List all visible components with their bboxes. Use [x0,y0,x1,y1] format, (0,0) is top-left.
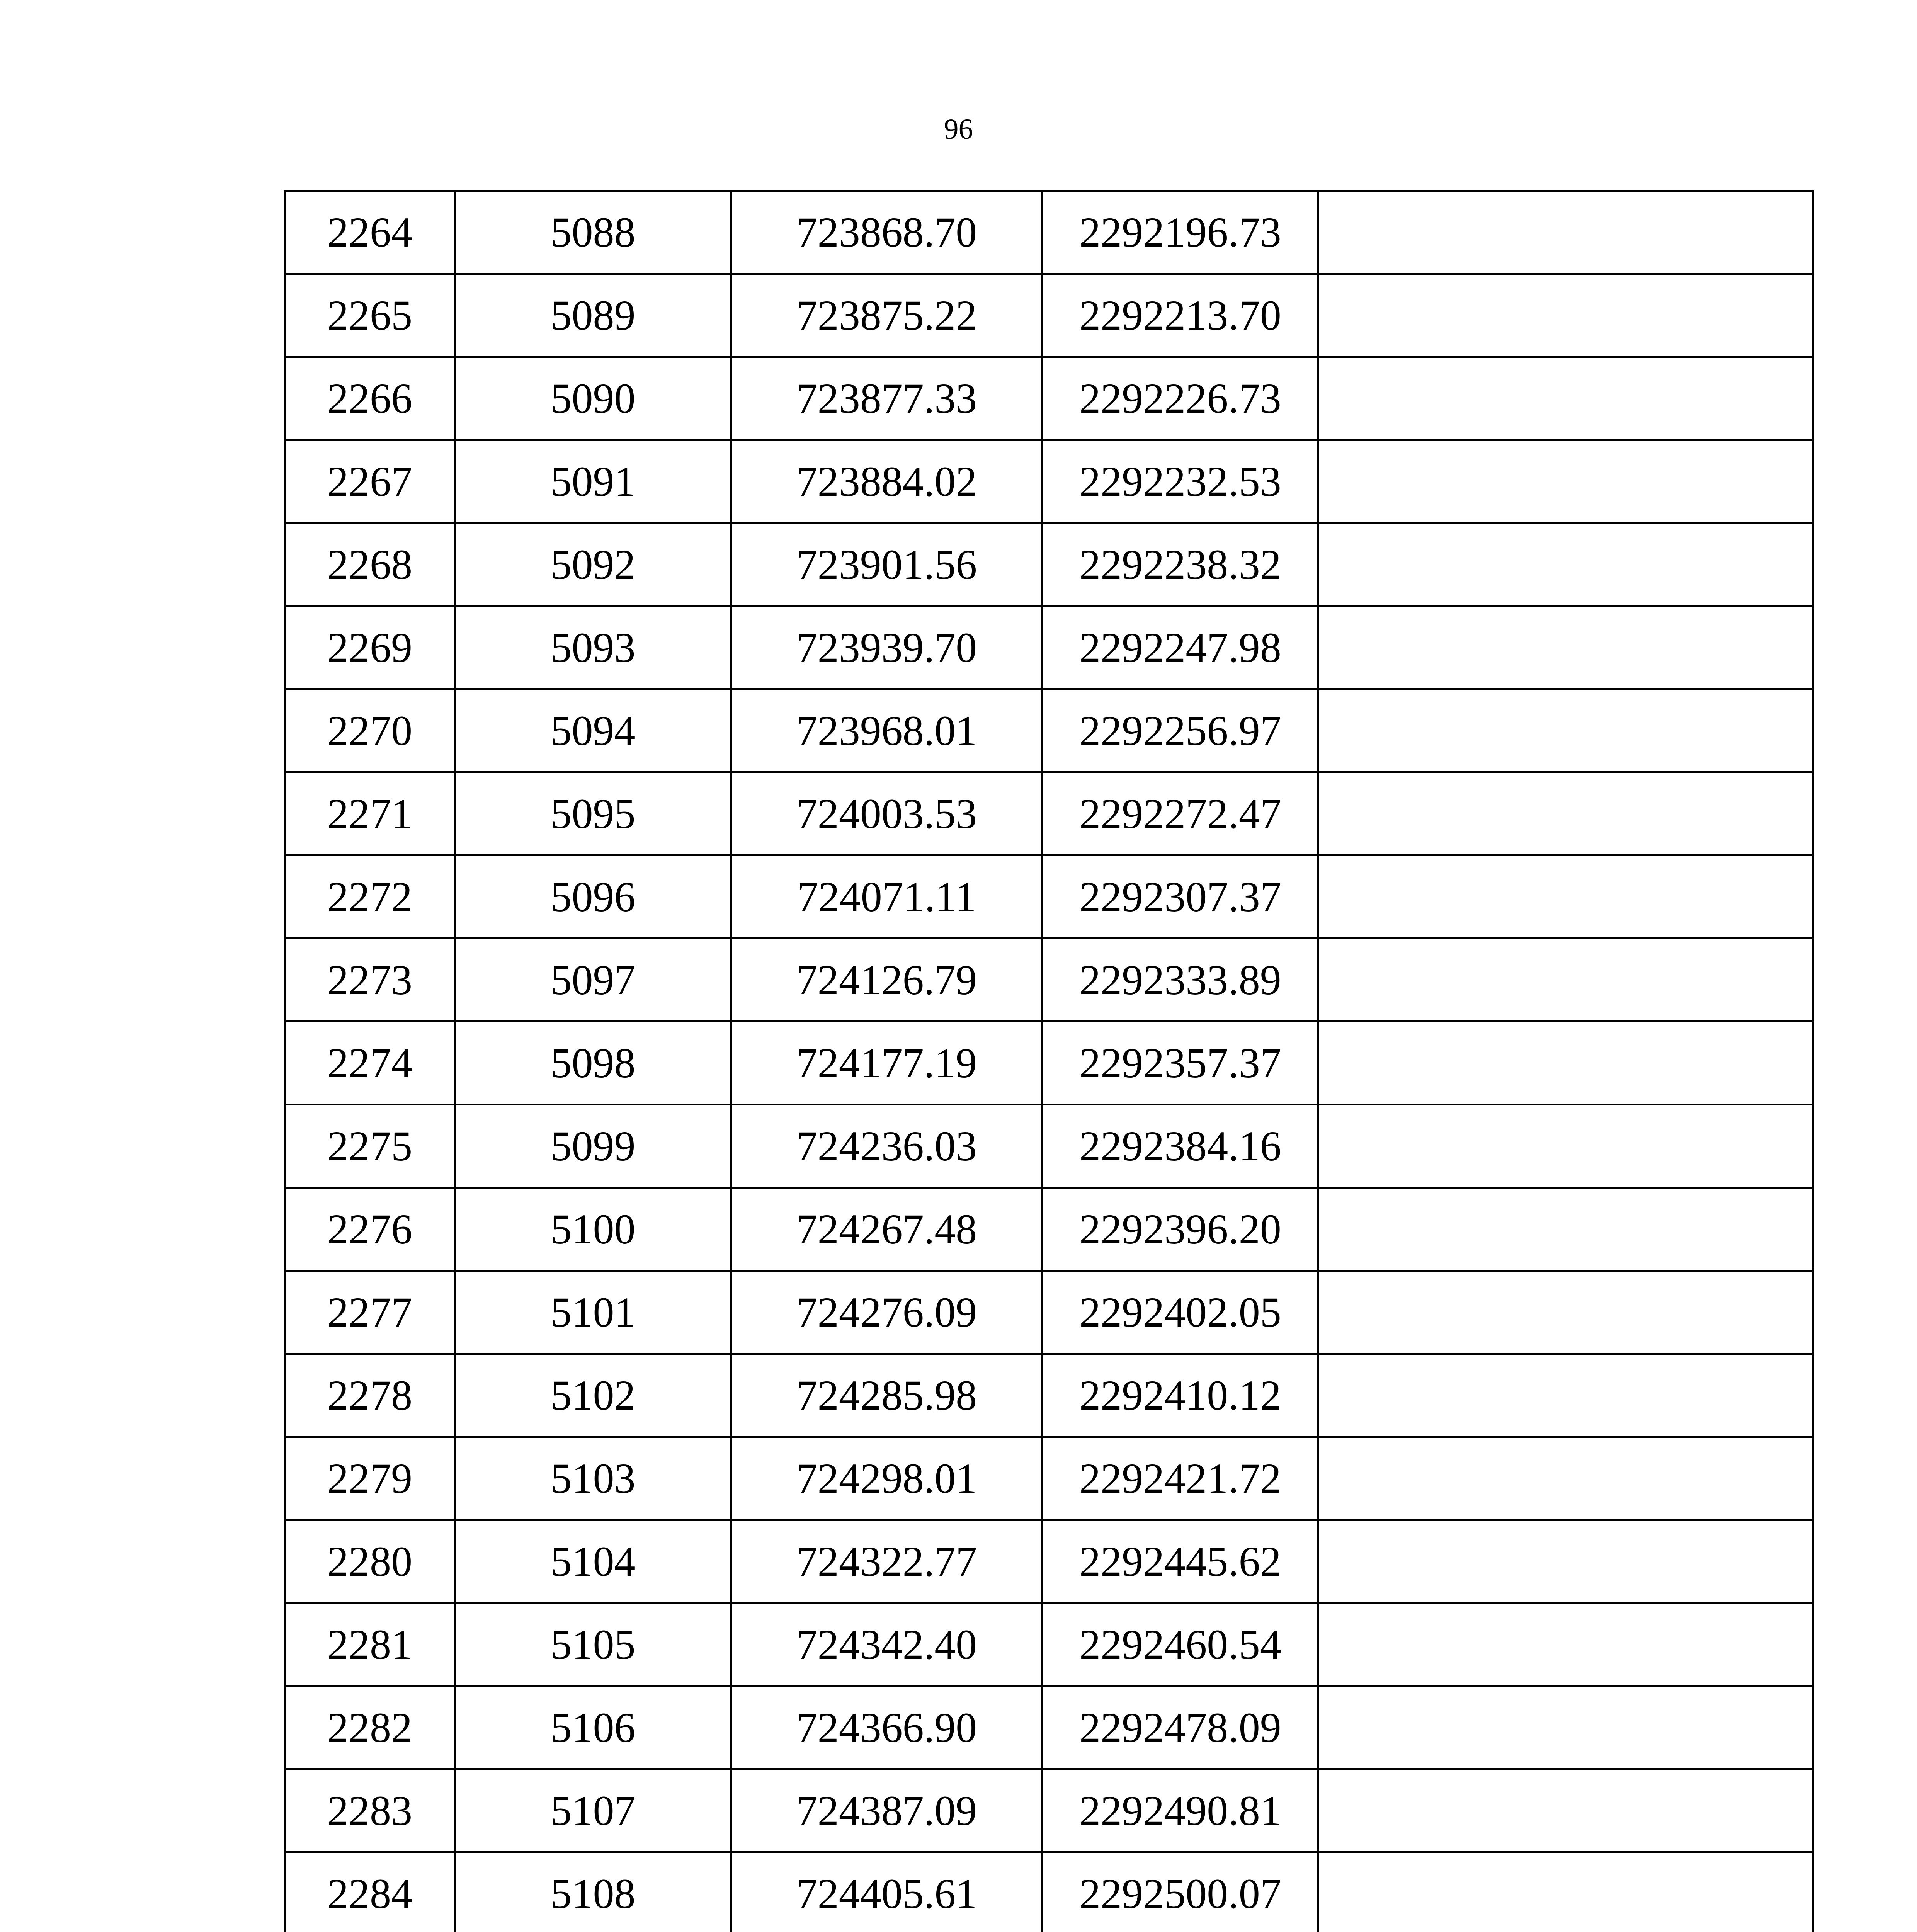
row-index-cell: 2284 [285,1852,455,1932]
point-number-cell: 5103 [455,1437,731,1520]
note-cell [1318,1769,1813,1852]
note-cell [1318,939,1813,1022]
point-number-cell: 5107 [455,1769,731,1852]
table-row [285,606,1813,689]
point-number-cell: 5106 [455,1686,731,1769]
x-coordinate-cell: 723875.22 [731,274,1043,357]
note-cell [1318,1686,1813,1769]
table-row [285,689,1813,772]
table-row [285,274,1813,357]
row-index-cell: 2266 [285,357,455,440]
x-coordinate-cell: 723968.01 [731,689,1043,772]
x-coordinate-cell: 724405.61 [731,1852,1043,1932]
point-number-cell: 5096 [455,855,731,939]
row-index-cell: 2278 [285,1354,455,1437]
row-index-cell: 2281 [285,1603,455,1686]
table-row [285,1520,1813,1603]
x-coordinate-cell: 724366.90 [731,1686,1043,1769]
x-coordinate-cell: 724285.98 [731,1354,1043,1437]
x-coordinate-cell: 723901.56 [731,523,1043,606]
y-coordinate-cell: 2292307.37 [1043,855,1318,939]
x-coordinate-cell: 723884.02 [731,440,1043,523]
y-coordinate-cell: 2292460.54 [1043,1603,1318,1686]
x-coordinate-cell: 723868.70 [731,191,1043,274]
row-index-cell: 2272 [285,855,455,939]
table-row [285,1603,1813,1686]
table-row [285,1437,1813,1520]
table-row [285,1686,1813,1769]
note-cell [1318,1852,1813,1932]
note-cell [1318,855,1813,939]
y-coordinate-cell: 2292256.97 [1043,689,1318,772]
table-row [285,1188,1813,1271]
y-coordinate-cell: 2292272.47 [1043,772,1318,855]
y-coordinate-cell: 2292490.81 [1043,1769,1318,1852]
x-coordinate-cell: 724236.03 [731,1105,1043,1188]
note-cell [1318,1271,1813,1354]
x-coordinate-cell: 724276.09 [731,1271,1043,1354]
y-coordinate-cell: 2292333.89 [1043,939,1318,1022]
y-coordinate-cell: 2292232.53 [1043,440,1318,523]
note-cell [1318,606,1813,689]
x-coordinate-cell: 724071.11 [731,855,1043,939]
table-row [285,1354,1813,1437]
x-coordinate-cell: 723939.70 [731,606,1043,689]
page-number: 96 [944,113,973,145]
x-coordinate-cell: 724003.53 [731,772,1043,855]
note-cell [1318,1022,1813,1105]
row-index-cell: 2277 [285,1271,455,1354]
point-number-cell: 5095 [455,772,731,855]
table-row [285,939,1813,1022]
point-number-cell: 5092 [455,523,731,606]
note-cell [1318,523,1813,606]
note-cell [1318,274,1813,357]
y-coordinate-cell: 2292213.70 [1043,274,1318,357]
table-body [285,191,1813,1932]
table-row [285,1769,1813,1852]
table-row [285,772,1813,855]
row-index-cell: 2275 [285,1105,455,1188]
point-number-cell: 5104 [455,1520,731,1603]
row-index-cell: 2264 [285,191,455,274]
point-number-cell: 5108 [455,1852,731,1932]
row-index-cell: 2267 [285,440,455,523]
y-coordinate-cell: 2292421.72 [1043,1437,1318,1520]
row-index-cell: 2269 [285,606,455,689]
y-coordinate-cell: 2292500.07 [1043,1852,1318,1932]
point-number-cell: 5091 [455,440,731,523]
y-coordinate-cell: 2292478.09 [1043,1686,1318,1769]
row-index-cell: 2273 [285,939,455,1022]
note-cell [1318,191,1813,274]
note-cell [1318,1520,1813,1603]
x-coordinate-cell: 723877.33 [731,357,1043,440]
point-number-cell: 5102 [455,1354,731,1437]
table-row [285,1022,1813,1105]
point-number-cell: 5098 [455,1022,731,1105]
point-number-cell: 5093 [455,606,731,689]
note-cell [1318,1437,1813,1520]
table-row [285,1271,1813,1354]
table-row [285,357,1813,440]
note-cell [1318,689,1813,772]
point-number-cell: 5099 [455,1105,731,1188]
row-index-cell: 2280 [285,1520,455,1603]
note-cell [1318,772,1813,855]
point-number-cell: 5094 [455,689,731,772]
y-coordinate-cell: 2292196.73 [1043,191,1318,274]
note-cell [1318,357,1813,440]
table-row [285,1852,1813,1932]
point-number-cell: 5097 [455,939,731,1022]
point-number-cell: 5101 [455,1271,731,1354]
y-coordinate-cell: 2292247.98 [1043,606,1318,689]
x-coordinate-cell: 724322.77 [731,1520,1043,1603]
note-cell [1318,1188,1813,1271]
note-cell [1318,1354,1813,1437]
table-row [285,855,1813,939]
coordinate-table [284,190,1814,1932]
row-index-cell: 2282 [285,1686,455,1769]
note-cell [1318,440,1813,523]
x-coordinate-cell: 724298.01 [731,1437,1043,1520]
point-number-cell: 5105 [455,1603,731,1686]
note-cell [1318,1105,1813,1188]
x-coordinate-cell: 724342.40 [731,1603,1043,1686]
row-index-cell: 2276 [285,1188,455,1271]
row-index-cell: 2279 [285,1437,455,1520]
table-row [285,440,1813,523]
x-coordinate-cell: 724387.09 [731,1769,1043,1852]
note-cell [1318,1603,1813,1686]
row-index-cell: 2268 [285,523,455,606]
y-coordinate-cell: 2292402.05 [1043,1271,1318,1354]
point-number-cell: 5090 [455,357,731,440]
y-coordinate-cell: 2292384.16 [1043,1105,1318,1188]
row-index-cell: 2283 [285,1769,455,1852]
row-index-cell: 2274 [285,1022,455,1105]
row-index-cell: 2265 [285,274,455,357]
table-row [285,191,1813,274]
y-coordinate-cell: 2292226.73 [1043,357,1318,440]
point-number-cell: 5089 [455,274,731,357]
x-coordinate-cell: 724267.48 [731,1188,1043,1271]
y-coordinate-cell: 2292396.20 [1043,1188,1318,1271]
point-number-cell: 5100 [455,1188,731,1271]
x-coordinate-cell: 724126.79 [731,939,1043,1022]
table-row [285,1105,1813,1188]
y-coordinate-cell: 2292238.32 [1043,523,1318,606]
row-index-cell: 2271 [285,772,455,855]
point-number-cell: 5088 [455,191,731,274]
row-index-cell: 2270 [285,689,455,772]
y-coordinate-cell: 2292357.37 [1043,1022,1318,1105]
table-row [285,523,1813,606]
y-coordinate-cell: 2292410.12 [1043,1354,1318,1437]
y-coordinate-cell: 2292445.62 [1043,1520,1318,1603]
x-coordinate-cell: 724177.19 [731,1022,1043,1105]
